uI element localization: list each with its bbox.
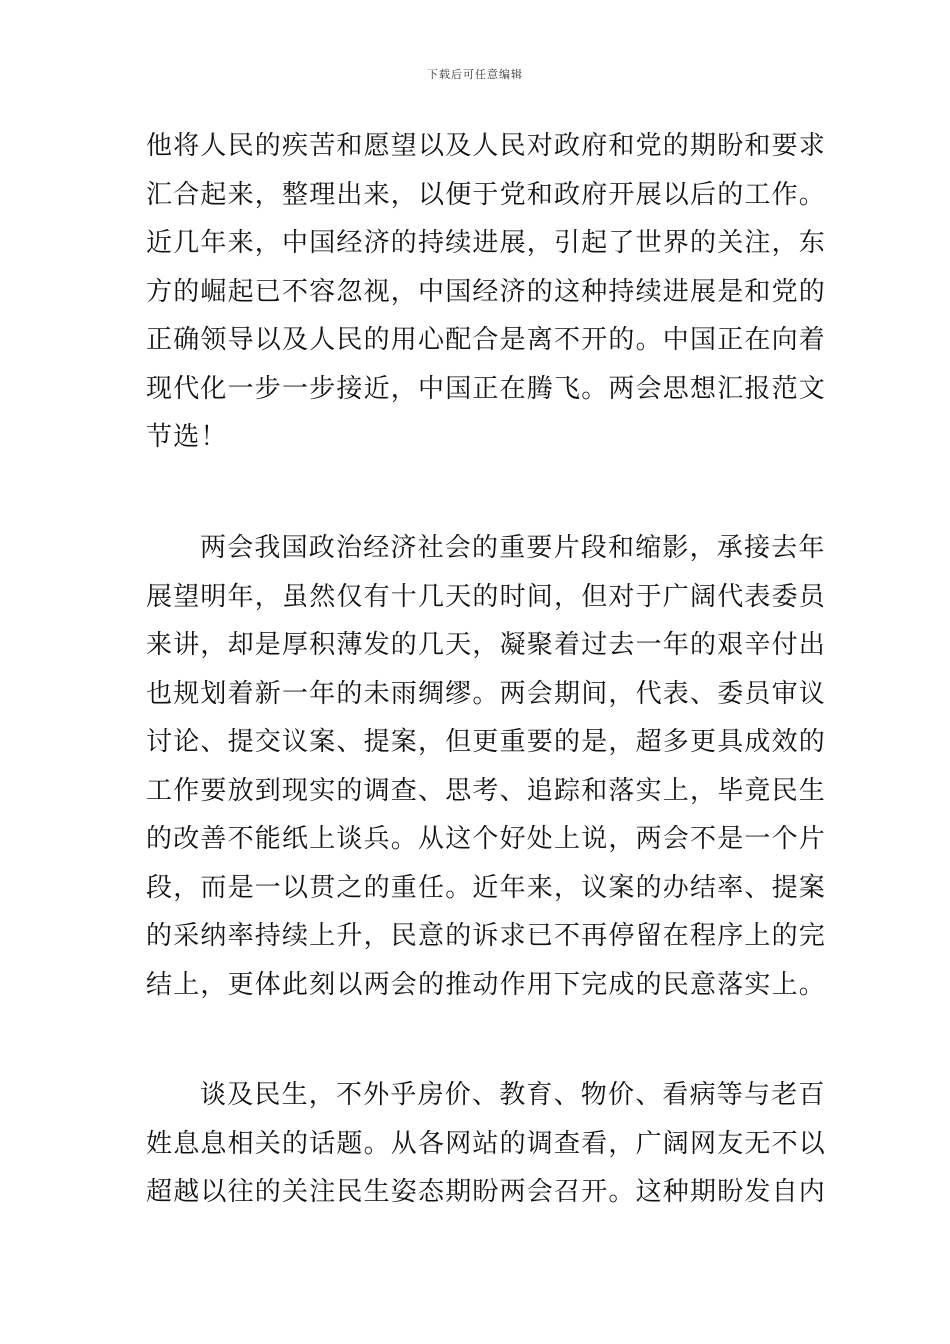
text-line: 的改善不能纸上谈兵。从这个好处上说，两会不是一个片 [146, 824, 827, 854]
page-header: 下载后可任意编辑 [427, 68, 523, 81]
paragraph-1 [146, 122, 827, 462]
text-line: 来讲，却是厚积薄发的几天，凝聚着过去一年的艰辛付出 [146, 630, 827, 660]
text-line: 近几年来，中国经济的持续进展，引起了世界的关注，东 [146, 228, 827, 258]
text-line: 段，而是一以贯之的重任。近年来，议案的办结率、提案 [146, 872, 827, 903]
text-line: 姓息息相关的话题。从各网站的调查看，广阔网友无不以 [146, 1128, 827, 1159]
text-line: 的采纳率持续上升，民意的诉求已不再停留在程序上的完 [146, 921, 827, 951]
text-line: 他将人民的疾苦和愿望以及人民对政府和党的期盼和要求 [146, 131, 827, 161]
text-line: 展望明年，虽然仅有十几天的时间，但对于广阔代表委员 [146, 581, 827, 612]
text-line: 节选！ [146, 422, 228, 452]
text-line: 正确领导以及人民的用心配合是离不开的。中国正在向着 [146, 325, 827, 355]
paragraph-2 [146, 524, 827, 1009]
text-line: 现代化一步一步接近，中国正在腾飞。两会思想汇报范文 [146, 373, 827, 404]
text-line: 工作要放到现实的调查、思考、追踪和落实上，毕竟民生 [146, 775, 827, 806]
text-line: 汇合起来，整理出来，以便于党和政府开展以后的工作。 [146, 179, 827, 210]
text-line: 也规划着新一年的未雨绸缪。两会期间，代表、委员审议 [146, 678, 827, 709]
text-line: 两会我国政治经济社会的重要片段和缩影，承接去年 [200, 533, 826, 563]
text-line: 讨论、提交议案、提案，但更重要的是，超多更具成效的 [146, 727, 827, 757]
text-line: 结上，更体此刻以两会的推动作用下完成的民意落实上。 [146, 969, 827, 1000]
text-line: 超越以往的关注民生姿态期盼两会召开。这种期盼发自内 [146, 1177, 827, 1207]
paragraph-3 [146, 1071, 827, 1217]
text-line: 谈及民生，不外乎房价、教育、物价、看病等与老百 [200, 1080, 826, 1110]
text-line: 方的崛起已不容忽视，中国经济的这种持续进展是和党的 [146, 276, 827, 307]
